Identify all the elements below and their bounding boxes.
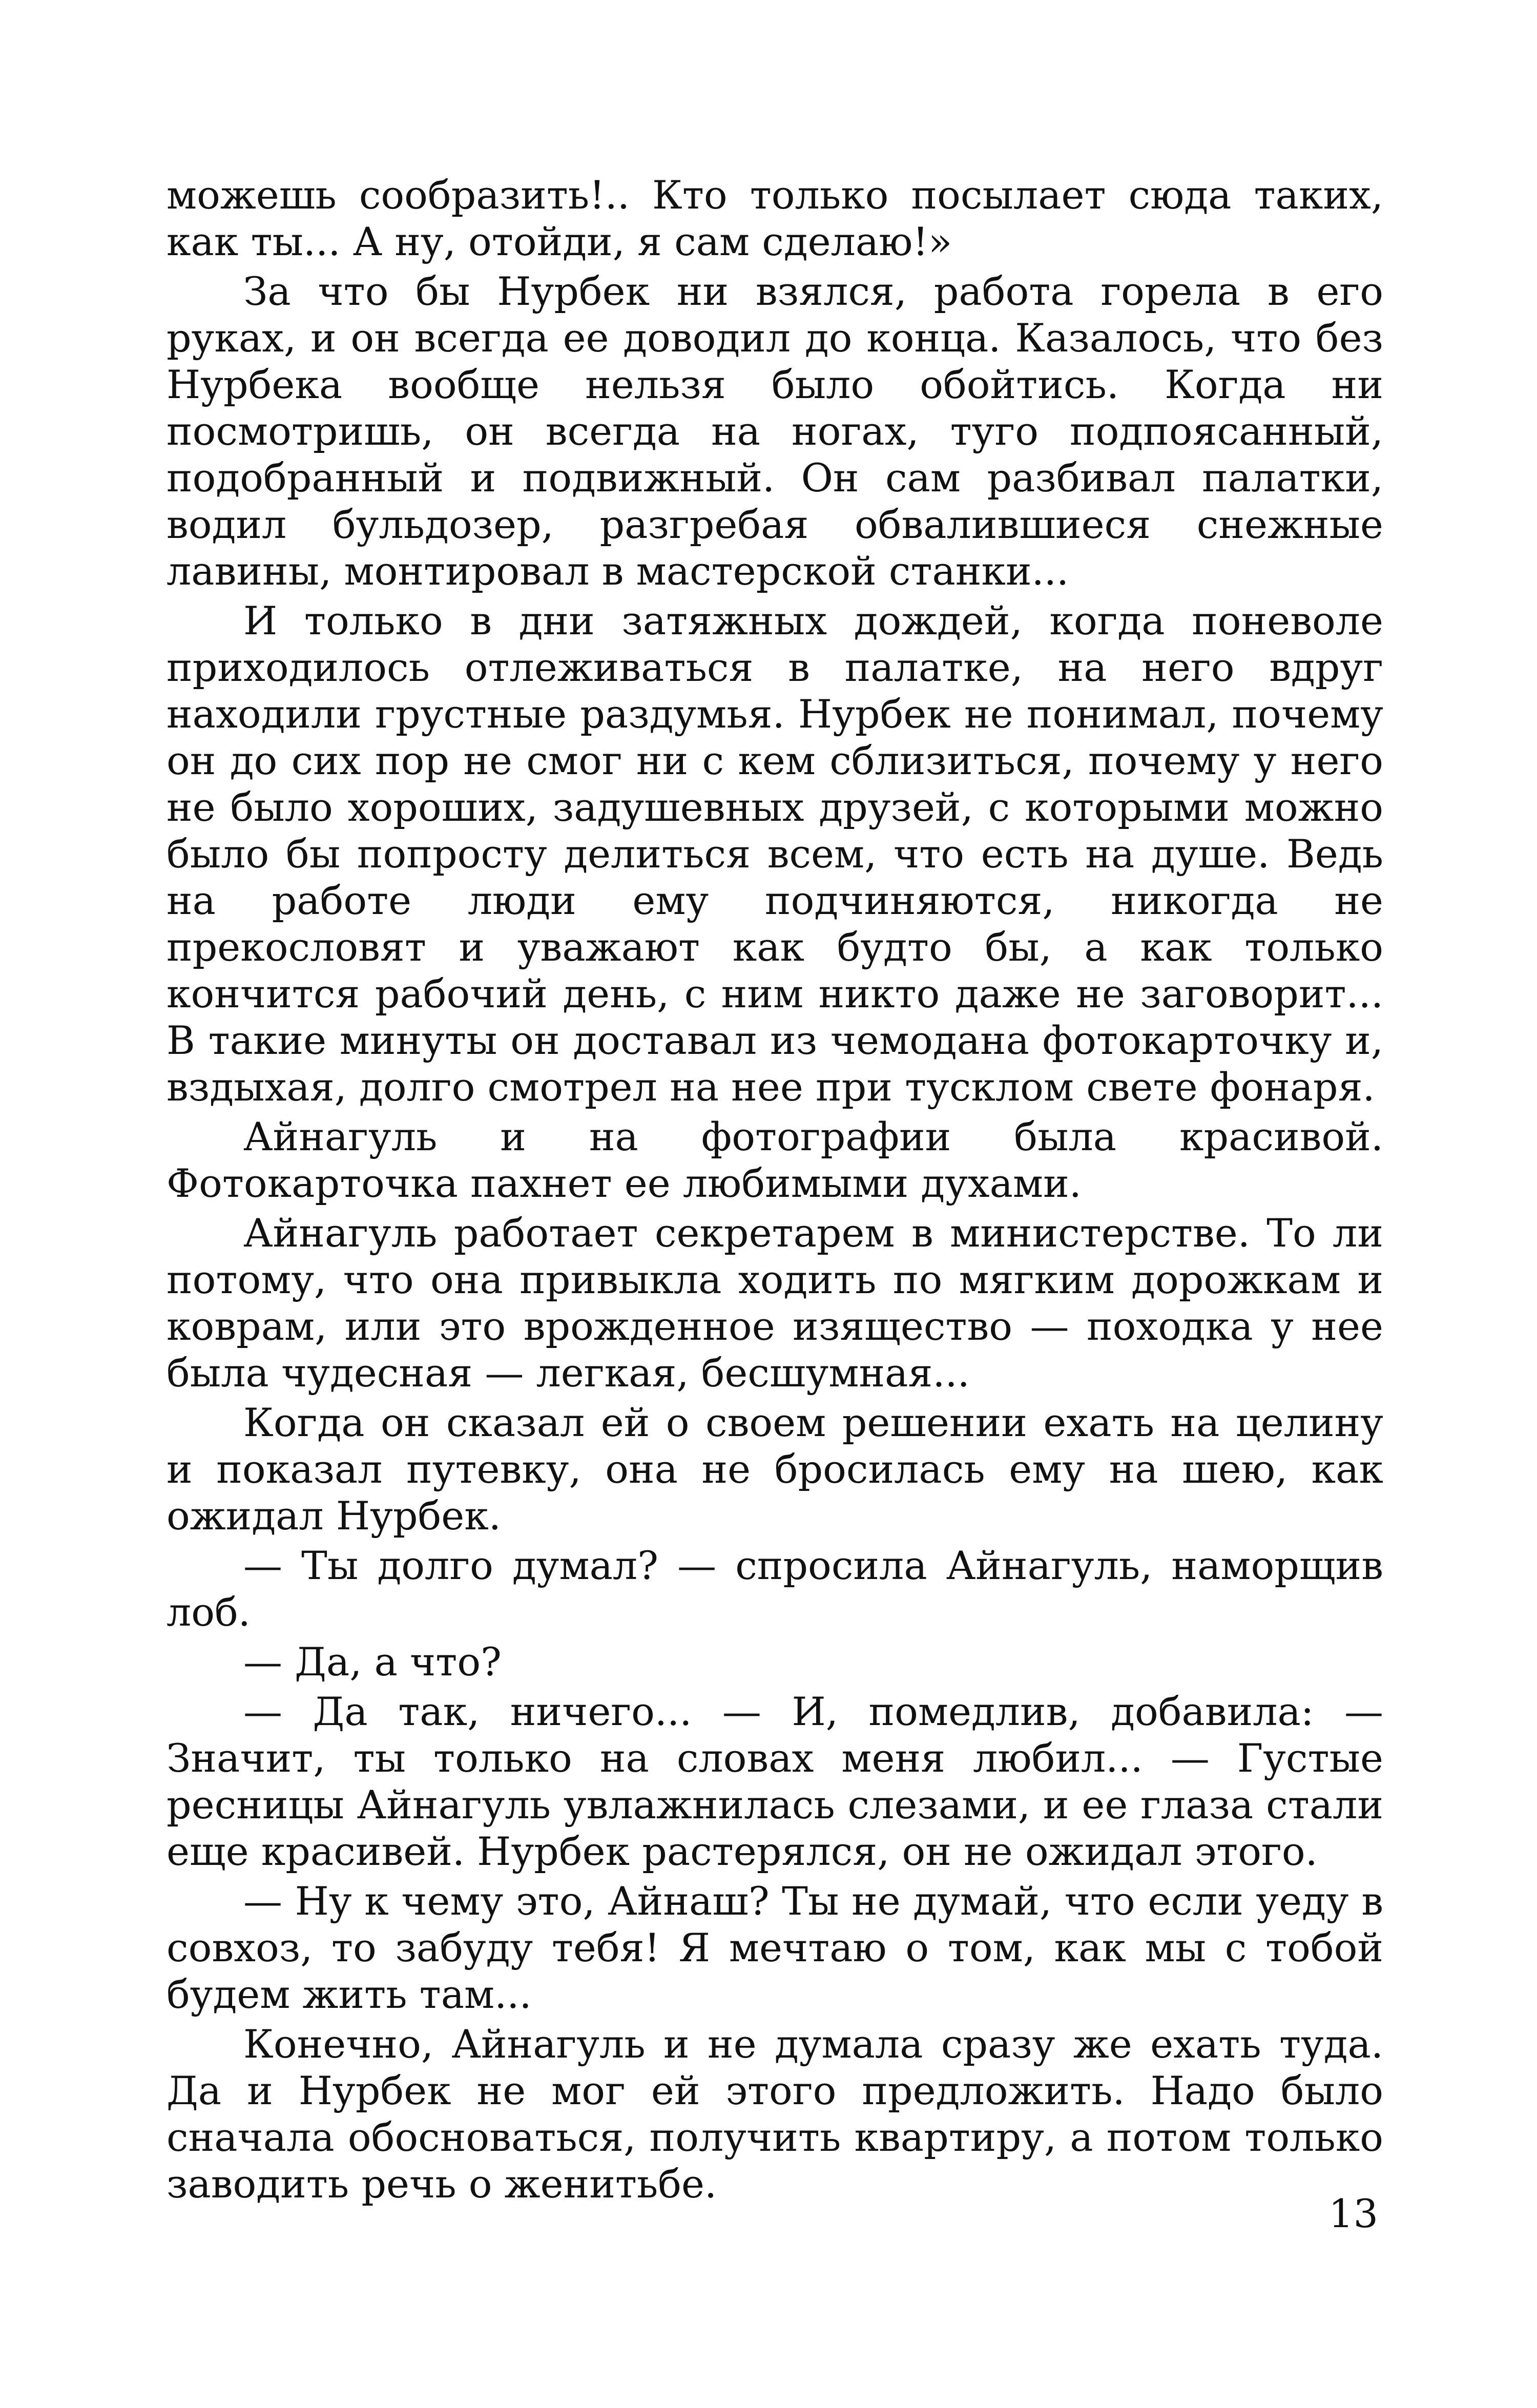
paragraph-11: Конечно, Айнагуль и не думала сразу же ехать туда. Да и Нурбек не мог ей этого предложить. Надо было сначала обосноваться, получить квартиру, а потом только заводить речь о женитьбе. [167, 2021, 1383, 2207]
paragraph-9: — Да так, ничего... — И, помедлив, добавила: — Значит, ты только на словах меня любил... — Густые ресницы Айнагуль увлажнилась слезами, и ее глаза стали еще красивей. Нурбек растерялся, он не ожидал этого. [167, 1689, 1383, 1874]
paragraph-7: — Ты долго думал? — спросила Айнагуль, наморщив лоб. [167, 1543, 1383, 1635]
paragraph-10: — Ну к чему это, Айнаш? Ты не думай, что если уеду в совхоз, то забуду тебя! Я мечтаю о том, как мы с тобой будем жить там... [167, 1878, 1383, 2017]
page-number: 13 [1328, 2191, 1378, 2236]
paragraph-3: И только в дни затяжных дождей, когда поневоле приходилось отлеживаться в палатке, на него вдруг находили грустные раздумья. Нурбек не понимал, почему он до сих пор не смог ни с кем сблизиться, почему у него не было хороших, задушевных друзей, с которыми можно было бы попросту делиться всем, что есть на душе. Ведь на работе люди ему подчиняются, никогда не прекословят и уважают как будто бы, а как только кончится рабочий день, с ним никто даже не заговорит... В такие минуты он доставал из чемодана фотокарточку и, вздыхая, долго смотрел на нее при тусклом свете фонаря. [167, 598, 1383, 1110]
paragraph-5: Айнагуль работает секретарем в министерстве. То ли потому, что она привыкла ходить по мягким дорожкам и коврам, или это врожденное изящество — походка у нее была чудесная — легкая, бесшумная... [167, 1210, 1383, 1396]
paragraph-2: За что бы Нурбек ни взялся, работа горела в его руках, и он всегда ее доводил до конца. Казалось, что без Нурбека вообще нельзя было обойтись. Когда ни посмотришь, он всегда на ногах, туго подпоясанный, подобранный и подвижный. Он сам разбивал палатки, водил бульдозер, разгребая обвалившиеся снежные лавины, монтировал в мастерской станки... [167, 268, 1383, 594]
body-text [167, 172, 1383, 2210]
paragraph-8: — Да, а что? [243, 1639, 502, 1685]
paragraph-4: Айнагуль и на фотографии была красивой. Фотокарточка пахнет ее любимыми духами. [167, 1114, 1383, 1206]
paragraph-1: можешь сообразить!.. Кто только посылает сюда таких, как ты... А ну, отойди, я сам сделаю!» [167, 172, 1383, 264]
paragraph-6: Когда он сказал ей о своем решении ехать на целину и показал путевку, она не бросилась ему на шею, как ожидал Нурбек. [167, 1400, 1383, 1539]
